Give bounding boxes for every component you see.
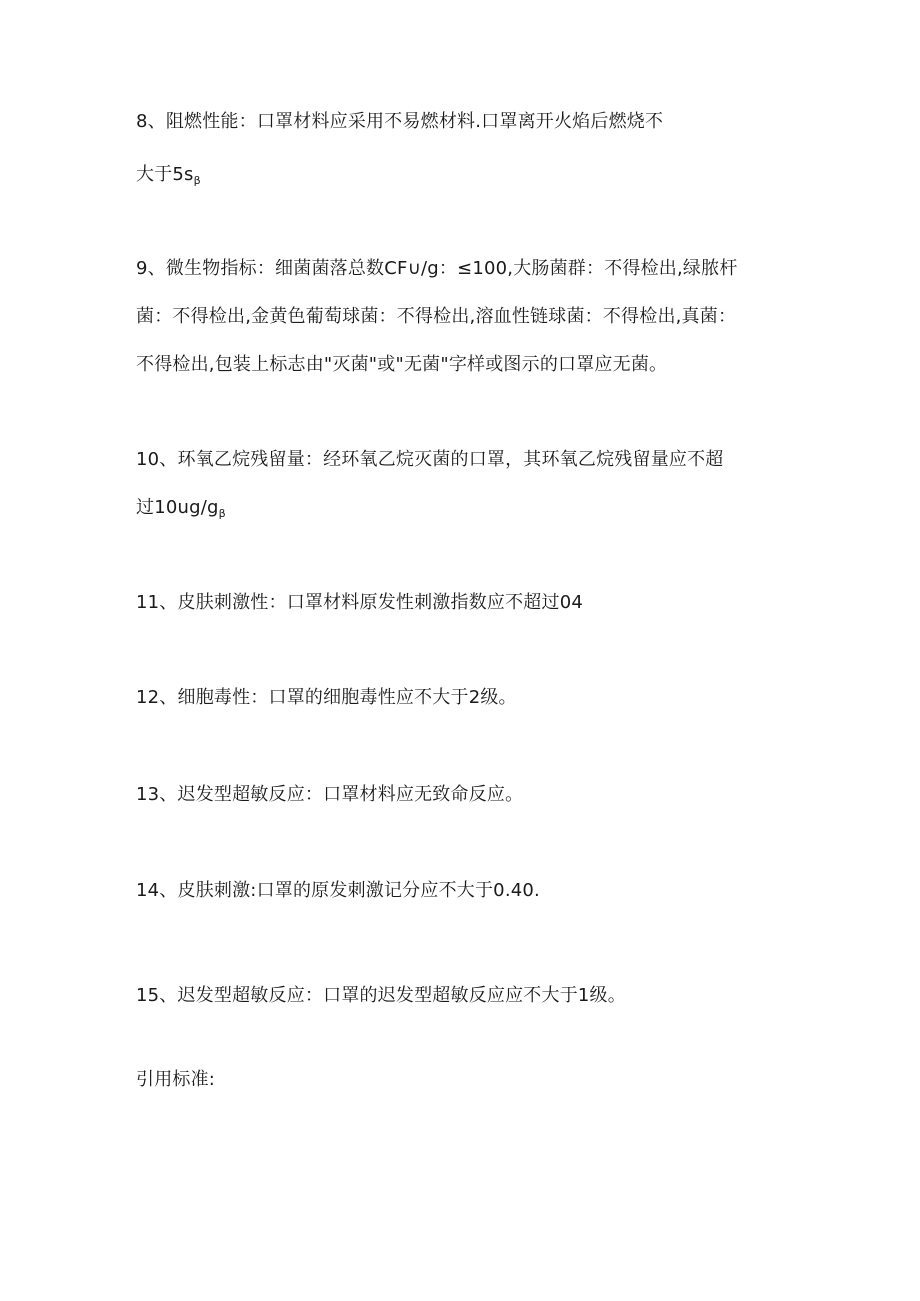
item-8-subscript: β bbox=[193, 174, 201, 187]
item-13-line-1: 13、迟发型超敏反应：口罩材料应无致命反应。 bbox=[136, 784, 524, 805]
item-11-line-1: 11、皮肤刺激性：口罩材料原发性刺激指数应不超过04 bbox=[136, 592, 584, 613]
item-10-subscript: β bbox=[218, 507, 226, 520]
item-10-line-2-text: 过10ug/g bbox=[136, 497, 219, 518]
item-9-line-2: 菌：不得检出,金黄色葡萄球菌：不得检出,溶血性链球菌：不得检出,真菌： bbox=[136, 306, 737, 327]
item-9-line-1: 9、微生物指标：细菌菌落总数CF∪/g：≤100,大肠菌群：不得检出,绿脓杆 bbox=[136, 258, 738, 279]
item-14-line-1: 14、皮肤刺激:口罩的原发刺激记分应不大于0.40. bbox=[136, 880, 540, 901]
item-10-line-2 bbox=[136, 496, 226, 526]
item-9-line-3: 不得检出,包装上标志由"灭菌"或"无菌"字样或图示的口罩应无菌。 bbox=[136, 354, 668, 375]
item-12-line-1: 12、细胞毒性：口罩的细胞毒性应不大于2级。 bbox=[136, 687, 517, 708]
item-8-line-2 bbox=[136, 163, 201, 193]
item-8-line-1: 8、阻燃性能：口罩材料应采用不易燃材料.口罩离开火焰后燃烧不 bbox=[136, 111, 664, 132]
item-15-line-1: 15、迟发型超敏反应：口罩的迟发型超敏反应应不大于1级。 bbox=[136, 985, 626, 1006]
item-8-line-2-text: 大于5s bbox=[136, 164, 194, 185]
references-heading: 引用标准: bbox=[136, 1069, 216, 1090]
item-10-line-1: 10、环氧乙烷残留量：经环氧乙烷灭菌的口罩，其环氧乙烷残留量应不超 bbox=[136, 449, 724, 470]
